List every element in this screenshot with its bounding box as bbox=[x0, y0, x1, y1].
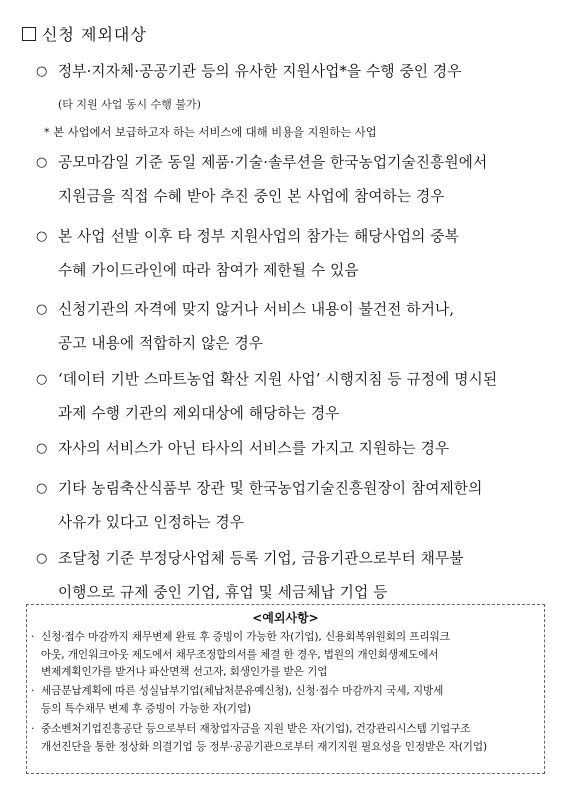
item-line: 기타 농림축산식품부 장관 및 한국농업기술진흥원장이 참여제한의 bbox=[58, 480, 483, 497]
section-heading bbox=[22, 22, 147, 45]
checkbox-square-icon bbox=[22, 27, 36, 41]
item-line: 수혜 가이드라인에 따라 참여가 제한될 수 있음 bbox=[58, 262, 359, 279]
exception-item bbox=[31, 683, 543, 718]
circle-bullet-icon: ○ bbox=[36, 441, 48, 456]
sub-note: (타 지원 사업 동시 수행 불가) bbox=[58, 98, 201, 111]
dot-bullet-icon: · bbox=[31, 723, 35, 735]
exception-line: 세금분납계획에 따른 성실납부기업(체납처분유예신청), 신청·접수 마감까지 국세, 지방세 bbox=[41, 685, 444, 697]
exception-item bbox=[31, 721, 543, 756]
exclusion-item bbox=[36, 363, 556, 431]
exceptions-box bbox=[26, 604, 545, 774]
item-line: 이행으로 규제 중인 기업, 휴업 및 세금체납 기업 등 bbox=[58, 584, 388, 601]
item-line: 지원금을 직접 수혜 받아 추진 중인 본 사업에 참여하는 경우 bbox=[58, 188, 445, 205]
circle-bullet-icon: ○ bbox=[36, 64, 48, 79]
exclusion-item bbox=[36, 220, 556, 288]
exception-line: 신청·접수 마감까지 채무변제 완료 후 증빙이 가능한 자(기업), 신용회복위원회의 프리워크 bbox=[41, 631, 450, 643]
exception-line: 개선진단을 통한 정상화 의결기업 등 정부·공공기관으로부터 재기지원 필요성을 인정받은 자(기업) bbox=[41, 740, 488, 753]
dot-bullet-icon: · bbox=[31, 631, 35, 643]
item-line: 과제 수행 기관의 제외대상에 해당하는 경우 bbox=[58, 405, 340, 422]
dot-bullet-icon: · bbox=[31, 685, 35, 697]
item-line: 정부·지자체·공공기관 등의 유사한 지원사업*을 수행 중인 경우 bbox=[58, 63, 462, 80]
item-line: ‘데이터 기반 스마트농업 확산 지원 사업’ 시행지침 등 규정에 명시된 bbox=[58, 371, 498, 388]
exception-line: 중소벤처기업진흥공단 등으로부터 재창업자금을 지원 받은 자(기업), 건강관리시스템 기업구조 bbox=[41, 723, 471, 735]
exception-item bbox=[31, 629, 543, 682]
circle-bullet-icon: ○ bbox=[36, 155, 48, 170]
exception-line: 아웃, 개인워크아웃 제도에서 채무조정합의서를 체결 한 경우, 법원의 개인회생제도에서 bbox=[41, 648, 439, 661]
exclusion-item bbox=[36, 293, 556, 361]
exclusion-item bbox=[36, 432, 556, 466]
item-line: 사유가 있다고 인정하는 경우 bbox=[58, 514, 245, 531]
circle-bullet-icon: ○ bbox=[36, 481, 48, 496]
exception-line: 등의 특수채무 변제 후 증빙이 가능한 자(기업) bbox=[41, 702, 252, 715]
circle-bullet-icon: ○ bbox=[36, 229, 48, 244]
exceptions-title: <예외사항> bbox=[252, 611, 319, 625]
item-line: 조달청 기준 부정당사업체 등록 기업, 금융기관으로부터 채무불 bbox=[58, 550, 464, 567]
circle-bullet-icon: ○ bbox=[36, 302, 48, 317]
circle-bullet-icon: ○ bbox=[36, 551, 48, 566]
exclusion-item bbox=[36, 472, 556, 540]
exception-line: 변제계획인가를 받거나 파산면책 선고자, 회생인가를 받은 기업 bbox=[41, 666, 328, 678]
item-line: 본 사업 선발 이후 타 정부 지원사업의 참가는 해당사업의 중복 bbox=[58, 228, 459, 245]
exclusion-item bbox=[36, 55, 556, 89]
exclusion-item bbox=[36, 146, 556, 214]
section-title: 신청 제외대상 bbox=[42, 25, 147, 44]
item-line: 신청기관의 자격에 맞지 않거나 서비스 내용이 불건전 하거나, bbox=[58, 301, 455, 318]
definition-note: * 본 사업에서 보급하고자 하는 서비스에 대해 비용을 지원하는 사업 bbox=[44, 126, 377, 139]
circle-bullet-icon: ○ bbox=[36, 372, 48, 387]
item-line: 공모마감일 기준 동일 제품·기술·솔루션을 한국농업기술진흥원에서 bbox=[58, 154, 488, 171]
item-line: 공고 내용에 적합하지 않은 경우 bbox=[58, 335, 264, 352]
item-line: 자사의 서비스가 아닌 타사의 서비스를 가지고 지원하는 경우 bbox=[58, 440, 450, 457]
exclusion-item bbox=[36, 542, 556, 610]
